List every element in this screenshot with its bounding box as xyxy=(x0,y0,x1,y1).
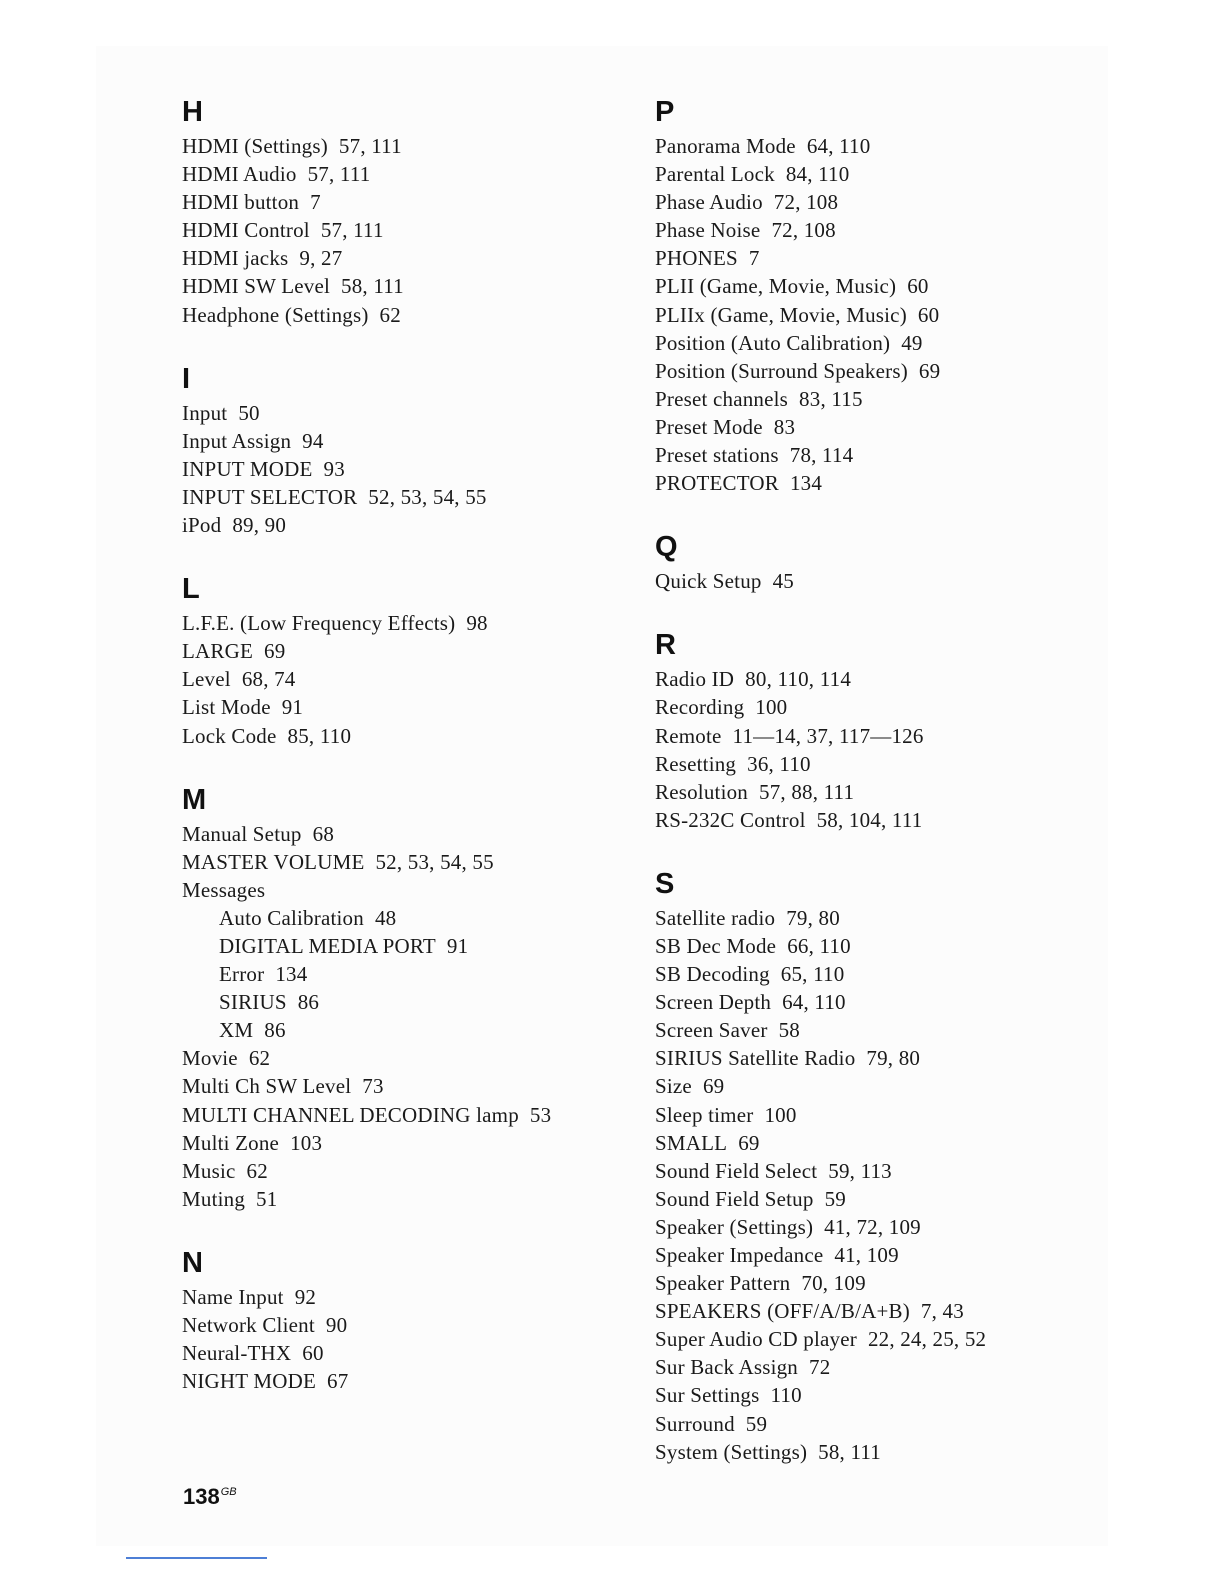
index-term: Level xyxy=(182,667,231,692)
index-entry xyxy=(182,637,652,665)
index-entry xyxy=(182,722,652,750)
index-term: iPod xyxy=(182,513,222,538)
index-pages: 57, 111 xyxy=(338,134,402,158)
index-entry xyxy=(655,665,1125,693)
index-entry xyxy=(655,1381,1125,1409)
index-pages: 65, 110 xyxy=(780,962,845,987)
index-entry xyxy=(182,609,652,637)
index-term: SPEAKERS (OFF/A/B/A+B) xyxy=(655,1299,910,1324)
index-term: Manual Setup xyxy=(182,821,302,846)
section-letter: R xyxy=(655,629,676,662)
index-entry xyxy=(655,188,1125,216)
index-section-q xyxy=(655,527,1125,595)
index-term: XM xyxy=(219,1018,254,1043)
index-pages: 68 xyxy=(312,821,335,846)
index-entry xyxy=(655,904,1125,932)
index-term: Sound Field Setup xyxy=(655,1186,814,1211)
index-term: HDMI button xyxy=(182,190,300,215)
page-number xyxy=(183,1484,237,1510)
index-pages: 83 xyxy=(773,414,796,439)
index-term: Satellite radio xyxy=(655,905,776,930)
index-term: Radio ID xyxy=(655,667,735,692)
index-pages: 80, 110, 114 xyxy=(745,667,852,692)
index-pages: 93 xyxy=(323,456,345,481)
index-entry xyxy=(655,1072,1125,1100)
index-section-i xyxy=(182,359,652,539)
index-term: Parental Lock xyxy=(655,162,775,187)
index-pages: 7 xyxy=(748,246,760,271)
index-pages: 7 xyxy=(310,190,321,215)
index-term: System (Settings) xyxy=(655,1439,808,1464)
index-term: PROTECTOR xyxy=(655,471,779,496)
bottom-rule xyxy=(126,1557,267,1559)
index-pages: 59, 113 xyxy=(828,1158,892,1183)
index-pages: 72, 108 xyxy=(773,190,839,215)
index-term: Position (Surround Speakers) xyxy=(655,358,908,383)
index-pages: 134 xyxy=(275,962,308,987)
index-term: Panorama Mode xyxy=(655,134,796,158)
index-pages: 64, 110 xyxy=(806,134,871,158)
index-entry xyxy=(655,1157,1125,1185)
index-entry xyxy=(182,483,652,511)
index-entry xyxy=(655,216,1125,244)
index-term: Auto Calibration xyxy=(219,905,364,930)
index-section-h xyxy=(182,92,652,329)
index-section-m xyxy=(182,780,652,1213)
index-entry xyxy=(655,160,1125,188)
index-pages: 86 xyxy=(264,1018,286,1043)
index-term: Speaker (Settings) xyxy=(655,1214,814,1239)
section-letter: M xyxy=(182,783,207,816)
index-entry xyxy=(655,301,1125,329)
index-term: HDMI (Settings) xyxy=(182,134,328,158)
index-entry xyxy=(655,357,1125,385)
index-entry xyxy=(182,511,652,539)
index-entry xyxy=(655,778,1125,806)
index-pages: 91 xyxy=(446,933,469,958)
index-section-p xyxy=(655,92,1125,497)
index-section-l xyxy=(182,569,652,749)
index-entry xyxy=(655,806,1125,834)
index-pages: 66, 110 xyxy=(787,933,851,958)
index-column-right xyxy=(655,92,1125,1496)
index-pages: 69 xyxy=(738,1130,760,1155)
index-pages: 79, 80 xyxy=(866,1046,921,1071)
page-number-value: 138 xyxy=(183,1484,220,1509)
index-pages: 7, 43 xyxy=(920,1299,964,1324)
index-entry xyxy=(182,876,652,904)
index-entry xyxy=(655,1241,1125,1269)
index-pages: 51 xyxy=(256,1186,278,1211)
index-pages: 50 xyxy=(238,400,260,425)
index-entry xyxy=(655,1410,1125,1438)
index-entry xyxy=(182,1101,652,1129)
index-entry xyxy=(655,960,1125,988)
index-entry xyxy=(655,1213,1125,1241)
index-entry xyxy=(182,1157,652,1185)
index-entry xyxy=(655,1016,1125,1044)
index-term: Resolution xyxy=(655,779,749,804)
index-pages: 60 xyxy=(302,1341,324,1366)
index-pages: 22, 24, 25, 52 xyxy=(867,1327,987,1352)
index-entry xyxy=(182,399,652,427)
index-term: Position (Auto Calibration) xyxy=(655,330,891,355)
index-term: L.F.E. (Low Frequency Effects) xyxy=(182,611,456,636)
index-term: PLIIx (Game, Movie, Music) xyxy=(655,302,907,327)
index-pages: 72 xyxy=(809,1355,831,1380)
index-entry xyxy=(655,932,1125,960)
index-entry xyxy=(182,1016,652,1044)
index-pages: 110 xyxy=(770,1383,802,1408)
index-term: Resetting xyxy=(655,751,737,776)
index-term: Speaker Pattern xyxy=(655,1271,791,1296)
index-pages: 83, 115 xyxy=(799,386,863,411)
index-entry xyxy=(655,1438,1125,1466)
index-pages: 103 xyxy=(290,1130,323,1155)
index-term: DIGITAL MEDIA PORT xyxy=(219,933,436,958)
section-letter: P xyxy=(655,96,675,128)
index-entry xyxy=(182,1185,652,1213)
index-entry xyxy=(655,988,1125,1016)
index-pages: 57, 111 xyxy=(320,218,384,243)
index-entry xyxy=(182,272,652,300)
index-pages: 58 xyxy=(778,1018,801,1043)
index-term: Neural-THX xyxy=(182,1341,292,1366)
index-term: SIRIUS Satellite Radio xyxy=(655,1046,856,1071)
index-term: HDMI Control xyxy=(182,218,310,243)
index-entry xyxy=(655,469,1125,497)
index-pages: 85, 110 xyxy=(287,723,352,748)
index-term: Sleep timer xyxy=(655,1102,754,1127)
index-entry xyxy=(182,1339,652,1367)
index-entry xyxy=(182,455,652,483)
index-entry xyxy=(655,385,1125,413)
index-entry xyxy=(182,848,652,876)
index-term: Screen Depth xyxy=(655,990,772,1015)
index-term: Network Client xyxy=(182,1313,315,1337)
index-term: Super Audio CD player xyxy=(655,1327,857,1352)
section-letter: I xyxy=(182,362,191,395)
index-pages: 69 xyxy=(702,1074,725,1099)
index-pages: 73 xyxy=(362,1074,384,1099)
index-term: HDMI Audio xyxy=(182,162,297,187)
index-pages: 62 xyxy=(379,302,401,327)
index-pages: 57, 111 xyxy=(307,162,371,187)
index-entry xyxy=(182,960,652,988)
index-entry xyxy=(182,820,652,848)
section-letter: L xyxy=(182,573,200,606)
index-section-r xyxy=(655,625,1125,834)
index-pages: 89, 90 xyxy=(232,513,287,538)
index-term: INPUT MODE xyxy=(182,456,313,481)
index-pages: 92 xyxy=(294,1284,317,1309)
index-entry xyxy=(182,988,652,1016)
index-term: Preset channels xyxy=(655,386,789,411)
index-entry xyxy=(655,750,1125,778)
index-term: Remote xyxy=(655,723,722,748)
index-entry xyxy=(655,132,1125,160)
index-term: Sound Field Select xyxy=(655,1158,818,1183)
index-entry xyxy=(182,1129,652,1157)
index-entry xyxy=(182,188,652,216)
index-pages: 94 xyxy=(302,428,324,453)
section-letter: N xyxy=(182,1246,203,1279)
index-term: Recording xyxy=(655,695,745,720)
index-entry xyxy=(655,329,1125,357)
index-entry xyxy=(182,427,652,455)
index-entry xyxy=(182,216,652,244)
index-pages: 58, 104, 111 xyxy=(816,807,923,832)
index-term: MASTER VOLUME xyxy=(182,849,365,874)
index-pages: 62 xyxy=(248,1046,271,1071)
index-pages: 11—14, 37, 117—126 xyxy=(732,723,924,748)
index-pages: 62 xyxy=(246,1158,268,1183)
index-term: Headphone (Settings) xyxy=(182,302,369,327)
index-pages: 53 xyxy=(529,1102,552,1127)
index-term: RS-232C Control xyxy=(655,807,806,832)
index-term: List Mode xyxy=(182,695,271,720)
index-section-s xyxy=(655,864,1125,1466)
index-entry xyxy=(182,665,652,693)
index-entry xyxy=(655,1353,1125,1381)
index-pages: 57, 88, 111 xyxy=(759,779,855,804)
index-term: PLII (Game, Movie, Music) xyxy=(655,274,897,299)
index-pages: 100 xyxy=(755,695,788,720)
index-entry xyxy=(182,904,652,932)
index-term: Error xyxy=(219,962,265,987)
index-term: SB Decoding xyxy=(655,962,770,987)
page-number-suffix: GB xyxy=(220,1486,237,1498)
index-term: SMALL xyxy=(655,1130,728,1155)
index-pages: 36, 110 xyxy=(747,751,811,776)
index-pages: 100 xyxy=(764,1102,797,1127)
index-entry xyxy=(655,1044,1125,1072)
index-pages: 84, 110 xyxy=(785,162,850,187)
index-entry xyxy=(182,244,652,272)
index-pages: 98 xyxy=(466,611,488,636)
index-entry xyxy=(655,693,1125,721)
index-pages: 68, 74 xyxy=(241,667,296,692)
index-term: Music xyxy=(182,1158,236,1183)
index-term: Surround xyxy=(655,1411,735,1436)
index-entry xyxy=(182,693,652,721)
index-term: NIGHT MODE xyxy=(182,1369,317,1394)
index-pages: 134 xyxy=(789,471,823,496)
index-pages: 60 xyxy=(917,302,940,327)
index-pages: 64, 110 xyxy=(782,990,846,1015)
index-pages: 58, 111 xyxy=(818,1439,881,1464)
index-pages: 79, 80 xyxy=(786,905,840,930)
index-pages: 69 xyxy=(918,358,941,383)
index-term: Phase Noise xyxy=(655,218,761,243)
index-term: Phase Audio xyxy=(655,190,763,215)
index-entry xyxy=(182,932,652,960)
index-term: Quick Setup xyxy=(655,569,762,594)
index-entry xyxy=(182,160,652,188)
index-term: Movie xyxy=(182,1046,238,1071)
index-term: SIRIUS xyxy=(219,990,287,1015)
index-term: HDMI SW Level xyxy=(182,274,331,299)
index-term: MULTI CHANNEL DECODING lamp xyxy=(182,1102,519,1127)
index-pages: 48 xyxy=(374,905,397,930)
index-entry xyxy=(655,1101,1125,1129)
index-pages: 78, 114 xyxy=(789,443,854,468)
index-entry xyxy=(655,1185,1125,1213)
index-term: Input xyxy=(182,400,228,425)
index-pages: 49 xyxy=(901,330,923,355)
index-entry xyxy=(182,132,652,160)
index-term: Screen Saver xyxy=(655,1018,768,1043)
index-pages: 70, 109 xyxy=(801,1271,866,1296)
index-pages: 72, 108 xyxy=(771,218,836,243)
index-term: Lock Code xyxy=(182,723,277,748)
index-pages: 45 xyxy=(772,569,795,594)
index-entry xyxy=(655,1129,1125,1157)
index-term: Speaker Impedance xyxy=(655,1243,824,1267)
index-pages: 86 xyxy=(297,990,320,1015)
index-term: Multi Ch SW Level xyxy=(182,1074,352,1099)
index-term: INPUT SELECTOR xyxy=(182,484,358,509)
index-term: LARGE xyxy=(182,639,253,664)
index-entry xyxy=(182,1283,652,1311)
index-term: SB Dec Mode xyxy=(655,933,777,958)
index-term: Sur Settings xyxy=(655,1383,760,1408)
index-term: Muting xyxy=(182,1186,246,1211)
index-entry xyxy=(182,1072,652,1100)
index-pages: 9, 27 xyxy=(299,246,343,271)
index-entry xyxy=(655,1297,1125,1325)
index-entry xyxy=(655,272,1125,300)
index-entry xyxy=(655,722,1125,750)
index-entry xyxy=(655,1269,1125,1297)
index-entry xyxy=(655,567,1125,595)
section-letter: S xyxy=(655,867,675,900)
index-pages: 59 xyxy=(824,1186,846,1211)
index-term: Messages xyxy=(182,877,266,902)
index-term: Multi Zone xyxy=(182,1130,280,1155)
index-pages: 41, 109 xyxy=(834,1243,899,1267)
index-entry xyxy=(182,1044,652,1072)
index-pages: 90 xyxy=(325,1313,348,1337)
index-entry xyxy=(182,1311,652,1339)
index-pages: 91 xyxy=(281,695,304,720)
index-pages: 59 xyxy=(745,1411,768,1436)
index-term: Preset Mode xyxy=(655,414,763,439)
index-pages: 60 xyxy=(907,274,929,299)
index-pages: 52, 53, 54, 55 xyxy=(375,849,494,874)
index-entry xyxy=(655,1325,1125,1353)
index-section-n xyxy=(182,1243,652,1395)
index-pages: 41, 72, 109 xyxy=(824,1214,921,1239)
index-column-left xyxy=(182,92,652,1425)
index-term: Preset stations xyxy=(655,443,779,468)
index-term: Name Input xyxy=(182,1284,284,1309)
index-pages: 67 xyxy=(327,1369,349,1394)
section-letter: H xyxy=(182,96,203,128)
index-term: Size xyxy=(655,1074,692,1099)
index-entry xyxy=(655,413,1125,441)
index-entry xyxy=(655,441,1125,469)
index-term: Sur Back Assign xyxy=(655,1355,799,1380)
index-term: HDMI jacks xyxy=(182,246,289,271)
index-pages: 52, 53, 54, 55 xyxy=(368,484,487,509)
index-pages: 69 xyxy=(264,639,286,664)
index-term: Input Assign xyxy=(182,428,292,453)
index-pages: 58, 111 xyxy=(341,274,404,299)
index-entry xyxy=(182,1367,652,1395)
index-entry xyxy=(182,301,652,329)
section-letter: Q xyxy=(655,531,678,564)
index-entry xyxy=(655,244,1125,272)
index-term: PHONES xyxy=(655,246,738,271)
